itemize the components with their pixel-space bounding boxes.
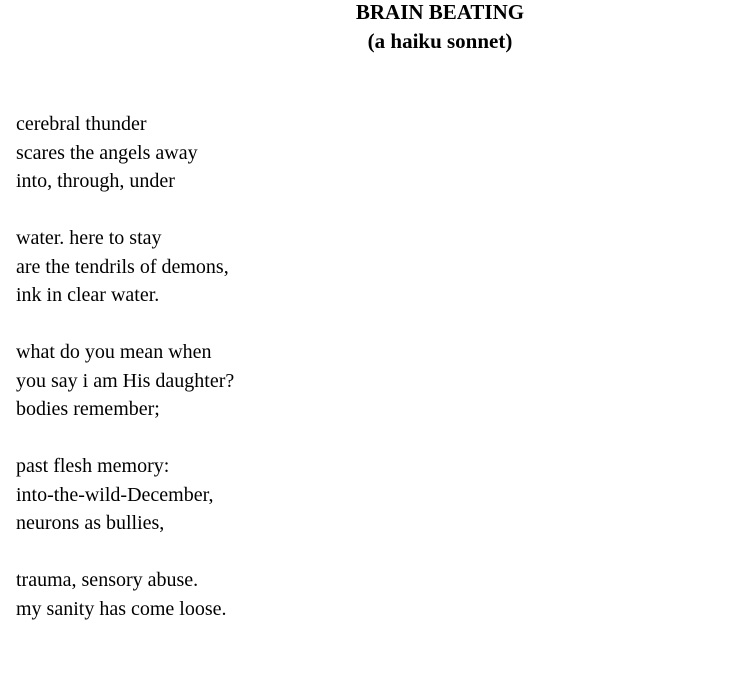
stanza-5 [16,566,234,623]
poem-line: what do you mean when [16,341,212,363]
poem-line: my sanity has come loose. [16,597,227,620]
poem-line: trauma, sensory abuse. [16,569,199,591]
poem-line: cerebral thunder [16,113,147,135]
poem-header [0,0,750,56]
poem-line: water. here to stay [16,227,162,249]
stanza-2 [16,224,234,310]
stanza-3 [16,338,234,424]
poem-line: bodies remember; [16,398,160,420]
stanza-1 [16,110,234,196]
poem-subtitle: (a haiku sonnet) [367,29,513,53]
poem-line: ink in clear water. [16,284,160,306]
poem-line: you say i am His daughter? [16,369,235,392]
stanza-4 [16,452,234,538]
poem-title: BRAIN BEATING [355,0,525,24]
poem-line: are the tendrils of demons, [16,255,229,278]
poem-body [16,110,234,652]
poem-line: into-the-wild-December, [16,483,214,506]
poem-line: scares the angels away [16,141,198,164]
poem-line: past flesh memory: [16,455,170,477]
poem-line: neurons as bullies, [16,512,165,534]
poem-line: into, through, under [16,170,175,192]
